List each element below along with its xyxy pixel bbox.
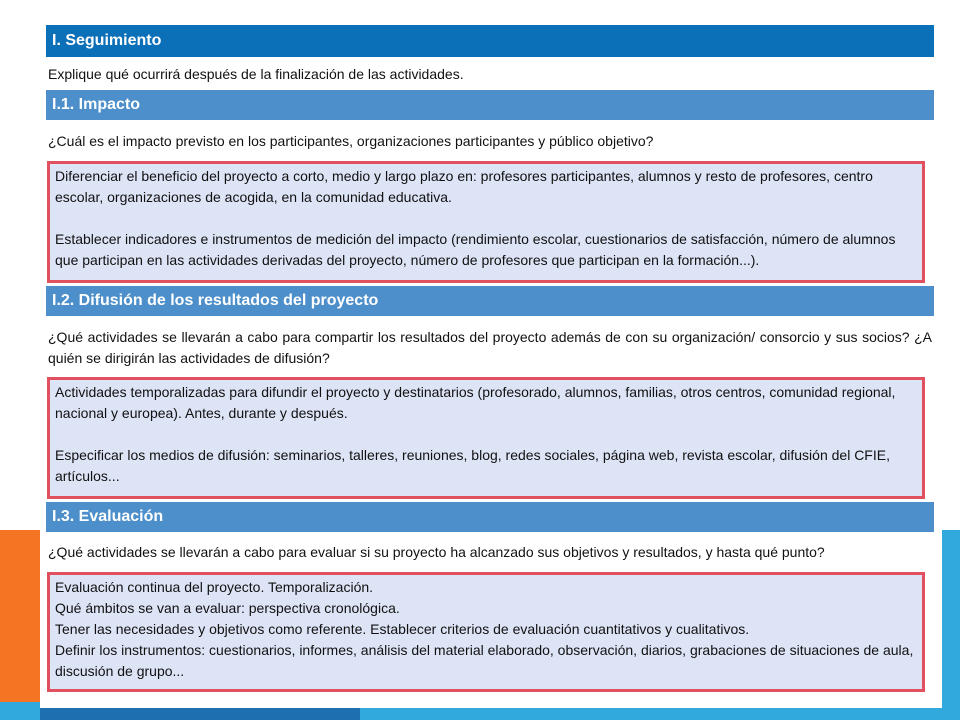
section-intro: Explique qué ocurrirá después de la finalización de las actividades. — [48, 66, 464, 82]
subsection-title-evaluacion: I.3. Evaluación — [46, 502, 934, 532]
answer-box-impacto — [47, 161, 925, 283]
question-impacto: ¿Cuál es el impacto previsto en los participantes, organizaciones participantes y público objetivo? — [48, 133, 654, 149]
answer-line: Tener las necesidades y objetivos como referente. Establecer criterios de evaluación cuantitativos y cualitativos. — [55, 621, 750, 637]
answer-box-evaluacion — [47, 572, 925, 692]
answer-paragraph: Actividades temporalizadas para difundir el proyecto y destinatarios (profesorado, alumnos, familias, otros centros, comunidad regional, nacional y europea). Antes, durante y después. — [55, 384, 896, 421]
subsection-title-impacto: I.1. Impacto — [46, 90, 934, 120]
question-difusion: ¿Qué actividades se llevarán a cabo para compartir los resultados del proyecto además de con su organización/ consorcio y sus socios? ¿A quién se dirigirán las actividades de difusión? — [48, 329, 932, 366]
form-panel — [40, 22, 942, 708]
decorative-orange-band — [0, 530, 44, 720]
answer-paragraph: Especificar los medios de difusión: seminarios, talleres, reuniones, blog, redes sociales, página web, revista escolar, difusión del CFIE, artículos... — [55, 447, 890, 484]
subsection-title-difusion: I.2. Difusión de los resultados del proyecto — [46, 286, 934, 316]
answer-paragraph: Diferenciar el beneficio del proyecto a corto, medio y largo plazo en: profesores participantes, alumnos y resto de profesores, centro escolar, organizaciones de acogida, en la comunidad educativa. — [55, 168, 873, 205]
answer-line: Definir los instrumentos: cuestionarios, informes, análisis del material elaborado, observación, diarios, grabaciones de situaciones de aula, discusión de grupo... — [55, 642, 914, 679]
answer-paragraph: Establecer indicadores e instrumentos de medición del impacto (rendimiento escolar, cuestionarios de satisfacción, número de alumnos que participan en las actividades derivadas del proyecto, número de profesores que participan en la formación...). — [55, 231, 896, 268]
section-title: I. Seguimiento — [46, 25, 934, 57]
answer-line: Evaluación continua del proyecto. Temporalización. — [55, 579, 374, 595]
answer-box-difusion — [47, 377, 925, 499]
answer-line: Qué ámbitos se van a evaluar: perspectiva cronológica. — [55, 600, 400, 616]
question-evaluacion: ¿Qué actividades se llevarán a cabo para evaluar si su proyecto ha alcanzado sus objetivos y resultados, y hasta qué punto? — [48, 544, 825, 560]
